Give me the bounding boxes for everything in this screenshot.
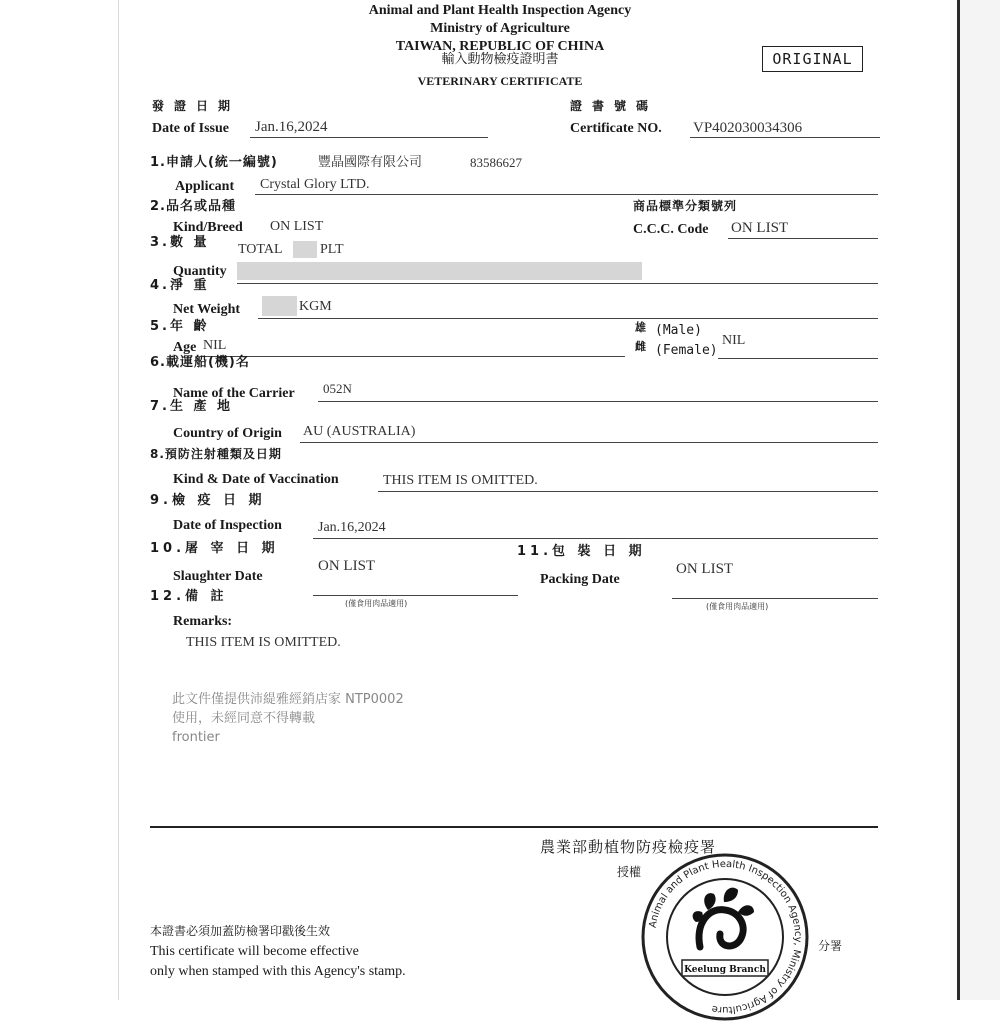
- carrier-label: Name of the Carrier: [173, 386, 295, 401]
- bureau-name-zh: 農業部動植物防疫檢疫署: [540, 838, 717, 856]
- origin-label-zh: 7.生 產 地: [150, 399, 234, 414]
- net-weight-unit: KGM: [299, 299, 332, 314]
- ccc-underline: [728, 238, 878, 239]
- female-label-zh: 雌: [635, 340, 647, 353]
- applicant-label: Applicant: [175, 179, 235, 194]
- issue-date-label: Date of Issue: [152, 121, 229, 136]
- seal-branch: Keelung Branch: [684, 965, 766, 975]
- slaughter-label-zh: 10.屠 宰 日 期: [150, 541, 279, 556]
- remarks-label-zh: 12.備 註: [150, 589, 228, 604]
- quantity-underline: [237, 283, 878, 284]
- male-label: (Male): [655, 323, 702, 338]
- age-label-zh: 5.年 齡: [150, 319, 210, 334]
- net-weight-underline: [258, 318, 878, 319]
- sex-underline: [718, 358, 878, 359]
- seal-ring-text: Animal and Plant Health Inspection Agency, Ministry of Agriculture: [647, 858, 804, 1016]
- inspection-label: Date of Inspection: [173, 518, 282, 533]
- validity-notice-zh: 本證書必須加蓋防檢署印戳後生效: [150, 924, 331, 938]
- remarks-value: THIS ITEM IS OMITTED.: [186, 635, 341, 650]
- leaf-icon: [693, 888, 754, 947]
- packing-note: (僅食用肉品適用): [706, 602, 769, 611]
- certificate-no-underline: [690, 137, 880, 138]
- vaccination-value: THIS ITEM IS OMITTED.: [383, 473, 538, 488]
- inspection-underline: [313, 538, 878, 539]
- quantity-unit: PLT: [320, 242, 344, 257]
- ccc-label: C.C.C. Code: [633, 222, 709, 237]
- quantity-detail-redaction: [237, 262, 642, 280]
- issue-date-underline: [250, 137, 488, 138]
- male-label-zh: 雄: [635, 321, 647, 334]
- slaughter-value: ON LIST: [318, 558, 376, 574]
- inspection-value: Jan.16,2024: [318, 520, 386, 535]
- slaughter-note: (僅食用肉品適用): [345, 599, 408, 608]
- origin-label: Country of Origin: [173, 426, 282, 441]
- vaccination-label: Kind & Date of Vaccination: [173, 472, 339, 487]
- applicant-tax-id: 83586627: [470, 155, 522, 170]
- net-weight-label: Net Weight: [173, 302, 241, 317]
- age-underline: [200, 356, 625, 357]
- applicant-name-en: Crystal Glory LTD.: [260, 177, 370, 192]
- watermark-line-2: 使用，未經同意不得轉載: [172, 711, 316, 726]
- age-label: Age: [173, 340, 197, 355]
- remarks-label: Remarks:: [173, 614, 233, 629]
- kind-value: ON LIST: [270, 219, 324, 234]
- slaughter-underline: [313, 595, 518, 596]
- kind-label-zh: 2.品名或品種: [150, 199, 236, 214]
- net-weight-label-zh: 4.淨 重: [150, 278, 210, 293]
- slaughter-label: Slaughter Date: [173, 569, 263, 584]
- carrier-underline: [318, 401, 878, 402]
- origin-value: AU (AUSTRALIA): [303, 424, 416, 439]
- age-value: NIL: [203, 338, 227, 353]
- applicant-name-zh: 豐晶國際有限公司: [318, 155, 423, 170]
- female-label: (Female): [655, 343, 718, 358]
- validity-notice-en-2: only when stamped with this Agency's stamp.: [150, 964, 406, 979]
- certificate-title-en: VETERINARY CERTIFICATE: [417, 74, 583, 88]
- issue-date-value: Jan.16,2024: [255, 119, 328, 135]
- carrier-value: 052N: [323, 381, 352, 396]
- certificate-no-value: VP402030034306: [693, 120, 803, 136]
- certificate-no-label-zh: 證書號碼: [570, 99, 659, 113]
- packing-value: ON LIST: [676, 561, 734, 577]
- watermark-line-3: frontier: [172, 730, 220, 745]
- certificate-no-label: Certificate NO.: [570, 121, 662, 136]
- agency-name: Animal and Plant Health Inspection Agency: [368, 3, 632, 18]
- vaccination-underline: [378, 491, 878, 492]
- sex-value: NIL: [722, 333, 746, 348]
- applicant-label-zh: 1.申請人(統一編號): [150, 155, 278, 170]
- issue-date-label-zh: 發證日期: [152, 99, 241, 113]
- validity-notice-en-1: This certificate will become effective: [150, 944, 359, 959]
- scan-margin: [960, 0, 1000, 1000]
- ccc-value: ON LIST: [731, 220, 789, 236]
- quantity-label-zh: 3.數 量: [150, 235, 210, 250]
- certificate-title-zh: 輸入動物檢疫證明書: [441, 52, 559, 67]
- quantity-label: Quantity: [173, 264, 227, 279]
- authorized-label-zh: 授權: [617, 865, 642, 879]
- quantity-count-redaction: [293, 241, 317, 258]
- agency-seal: [640, 852, 810, 1022]
- net-weight-redaction: [262, 296, 297, 316]
- packing-label-zh: 11.包 裝 日 期: [517, 544, 646, 559]
- applicant-underline: [255, 194, 878, 195]
- footer-separator: [150, 826, 878, 828]
- ccc-label-zh: 商品標準分類號列: [633, 199, 738, 213]
- vaccination-label-zh: 8.預防注射種類及日期: [150, 447, 282, 461]
- ministry-name: Ministry of Agriculture: [430, 21, 570, 36]
- seal-graphic: [640, 852, 810, 1022]
- carrier-label-zh: 6.載運船(機)名: [150, 355, 250, 370]
- packing-underline: [672, 598, 878, 599]
- branch-label-zh: 分署: [818, 939, 843, 953]
- inspection-label-zh: 9.檢 疫 日 期: [150, 493, 266, 508]
- page-left-border: [118, 0, 119, 1000]
- country-name: TAIWAN, REPUBLIC OF CHINA: [395, 39, 605, 54]
- packing-label: Packing Date: [540, 572, 620, 587]
- watermark-line-1: 此文件僅提供沛緹雅經銷店家 NTP0002: [172, 692, 404, 707]
- quantity-total: TOTAL: [238, 242, 283, 257]
- kind-label: Kind/Breed: [173, 220, 243, 235]
- origin-underline: [300, 442, 878, 443]
- original-stamp: ORIGINAL: [762, 46, 863, 72]
